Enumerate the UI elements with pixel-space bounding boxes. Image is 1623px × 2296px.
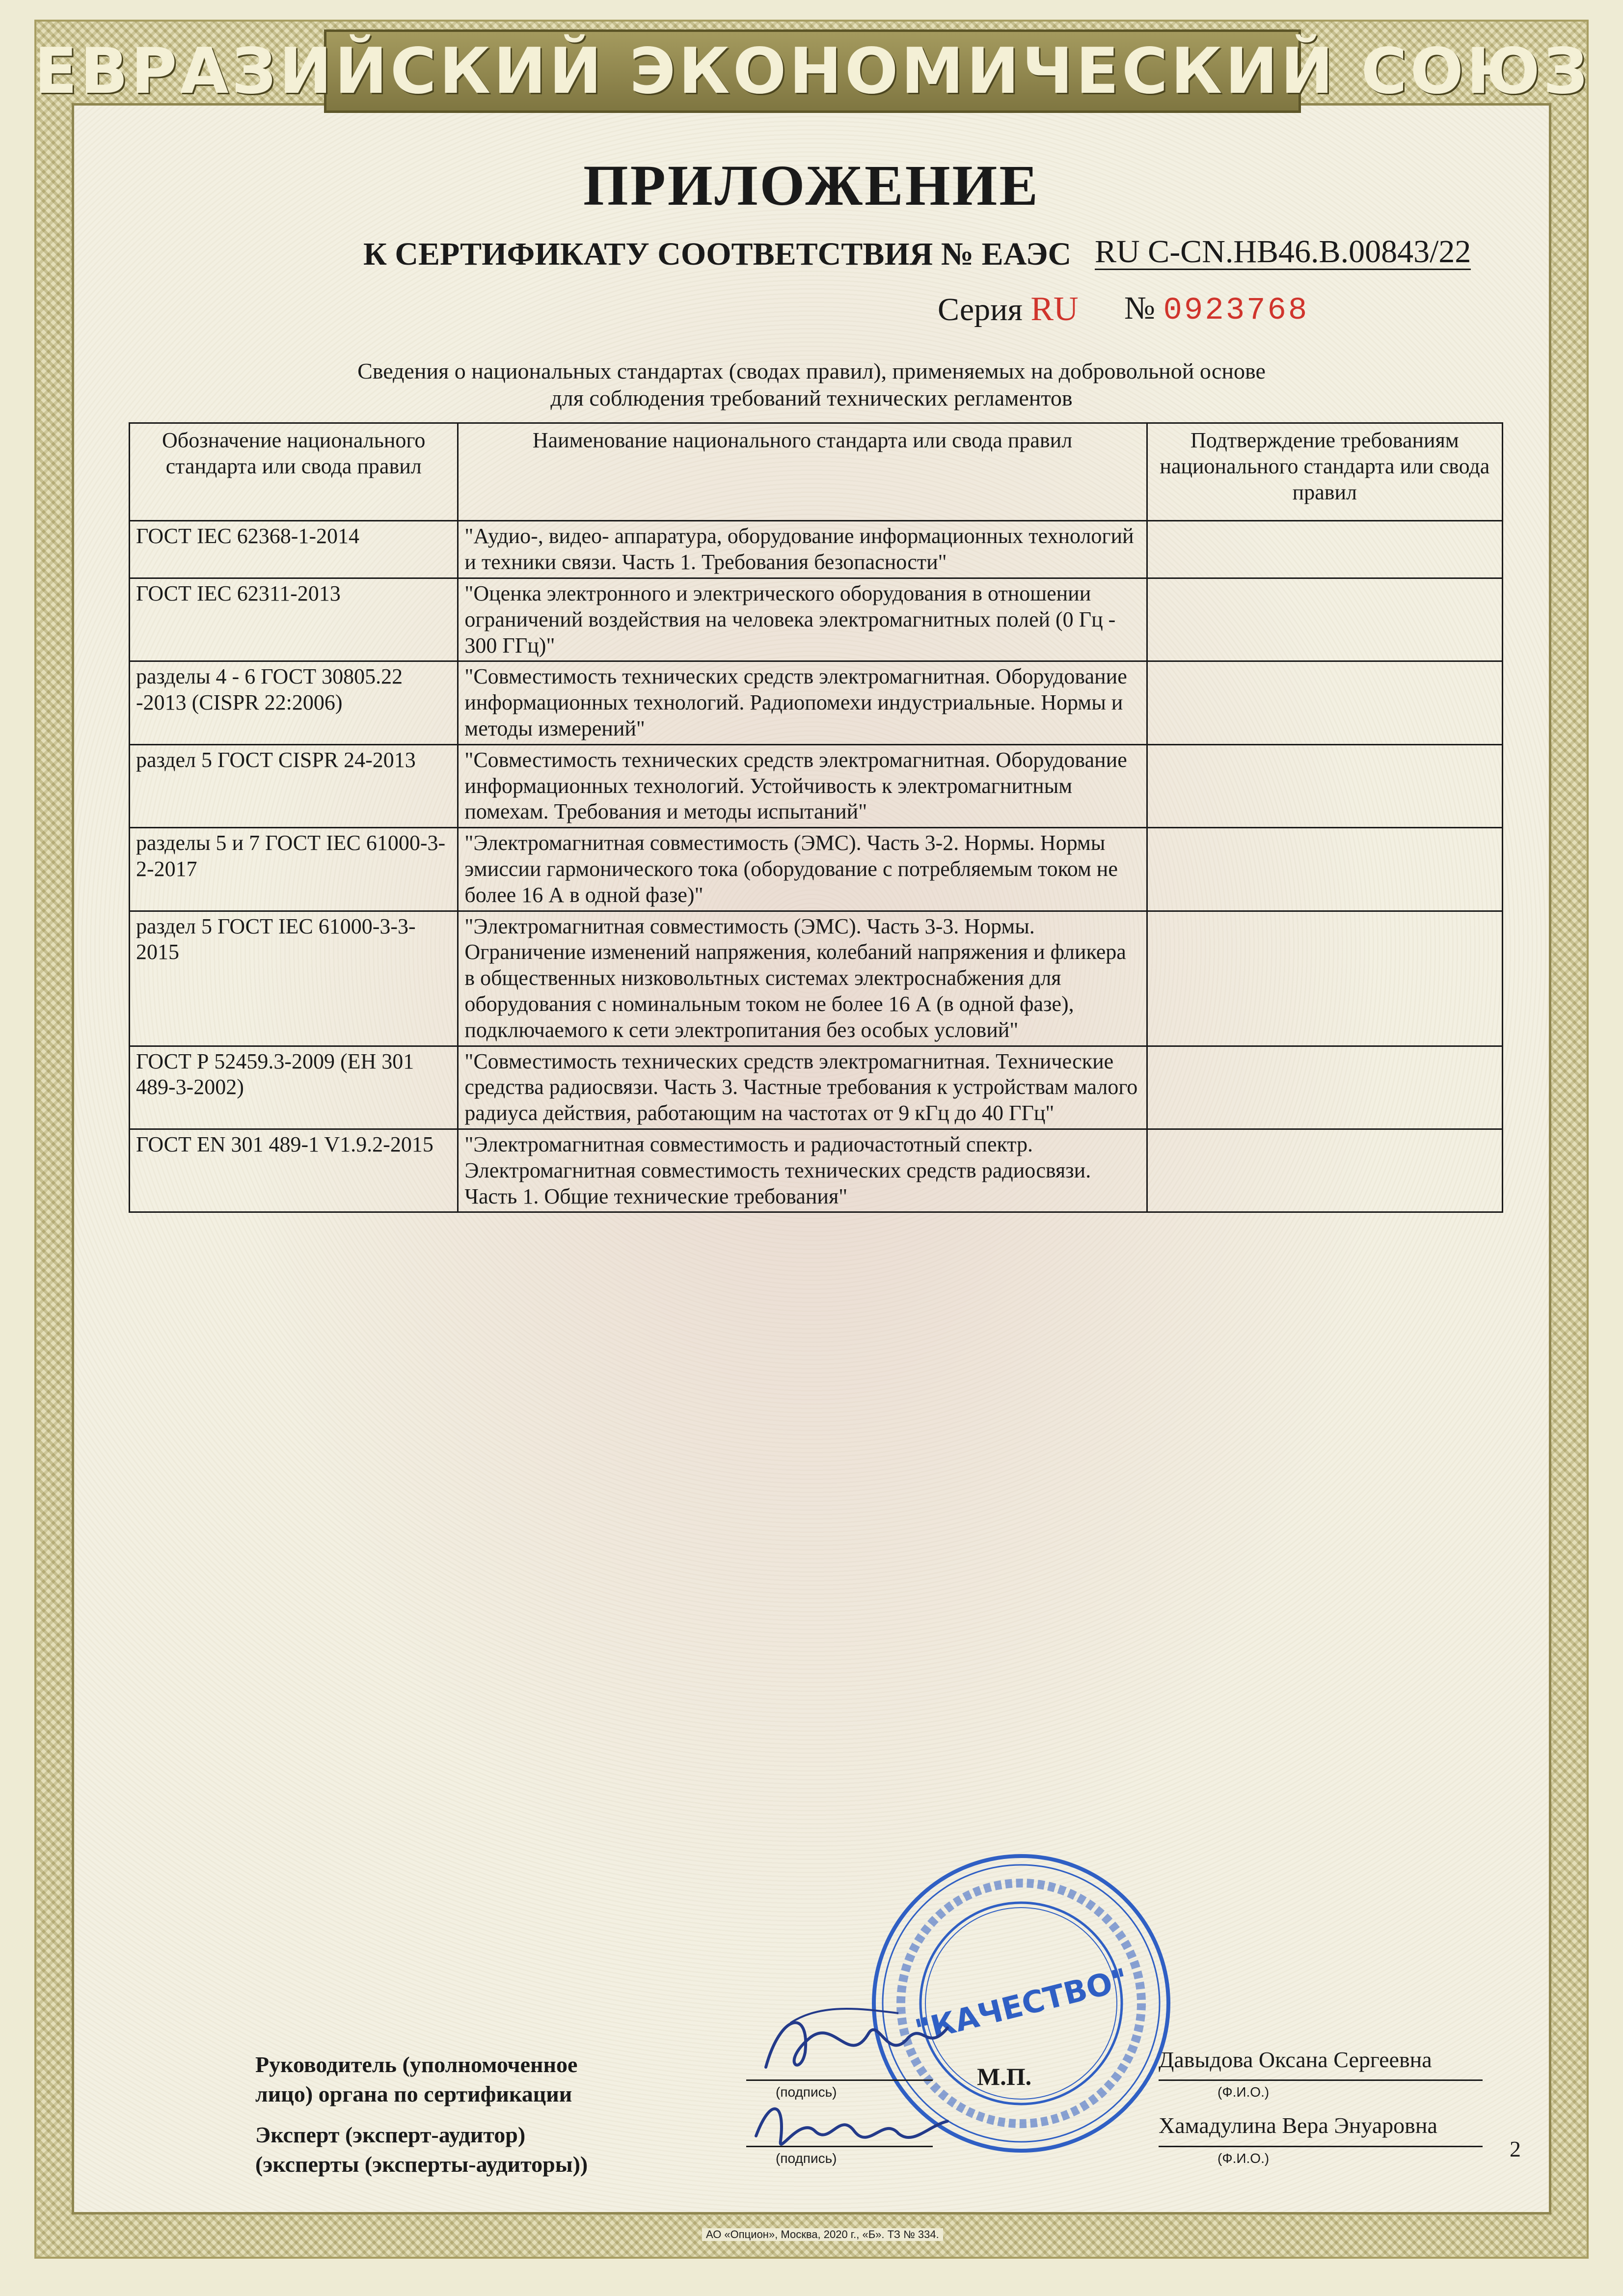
cell-confirmation — [1147, 521, 1502, 578]
form-number-value: 0923768 — [1163, 293, 1309, 328]
cell-designation: раздел 5 ГОСТ CISPR 24-2013 — [130, 744, 458, 827]
standards-table — [129, 422, 1503, 1213]
cell-name: "Совместимость технических средств электромагнитная. Технические средства радиосвязи. Часть 3. Частные требования к устройствам малого радиуса действия, работающим на частотах от 9 кГц до 40 ГГц" — [458, 1046, 1147, 1129]
expert-name: Хамадулина Вера Энуаровна — [1159, 2113, 1437, 2138]
series-label: Серия — [938, 292, 1023, 328]
expert-fio-caption: (Ф.И.О.) — [1217, 2151, 1270, 2166]
cell-designation: ГОСТ EN 301 489-1 V1.9.2-2015 — [130, 1129, 458, 1212]
head-signature — [751, 1994, 957, 2087]
series-value: RU — [1030, 290, 1079, 328]
cell-confirmation — [1147, 661, 1502, 744]
cell-confirmation — [1147, 578, 1502, 661]
head-name: Давыдова Оксана Сергеевна — [1159, 2047, 1432, 2072]
cell-confirmation — [1147, 744, 1502, 827]
form-number-label: № — [1124, 290, 1155, 326]
head-label — [255, 2050, 577, 2109]
head-signature-caption: (подпись) — [776, 2084, 837, 2100]
header-confirmation: Подтверждение требованиям национального стандарта или свода правил — [1147, 423, 1502, 521]
cell-name: "Аудио-, видео- аппаратура, оборудование информационных технологий и техники связи. Часть 1. Требования безопасности" — [458, 521, 1147, 578]
standards-intro-line2: для соблюдения требований технических регламентов — [550, 385, 1073, 411]
expert-name-line — [1159, 2146, 1483, 2147]
table-row — [130, 911, 1503, 1046]
cell-confirmation — [1147, 911, 1502, 1046]
header-name: Наименование национального стандарта или свода правил — [458, 423, 1147, 521]
head-label-line2: лицо) органа по сертификации — [255, 2081, 572, 2106]
form-number-block — [1124, 290, 1309, 328]
table-header-row — [130, 423, 1503, 521]
certificate-label: К СЕРТИФИКАТУ СООТВЕТСТВИЯ № ЕАЭС — [363, 236, 1072, 272]
printer-imprint: АО «Опцион», Москва, 2020 г., «Б». ТЗ № 334. — [702, 2228, 943, 2241]
cell-name: "Оценка электронного и электрического оборудования в отношении ограничений воздействия на человека электромагнитных полей (0 Гц - 300 ГГц)" — [458, 578, 1147, 661]
cell-designation: ГОСТ Р 52459.3-2009 (ЕН 301 489-3-2002) — [130, 1046, 458, 1129]
document-title: ПРИЛОЖЕНИЕ — [583, 153, 1040, 218]
union-banner — [34, 29, 1591, 113]
cell-confirmation — [1147, 1129, 1502, 1212]
head-label-line1: Руководитель (уполномоченное — [255, 2052, 578, 2077]
cell-name: "Электромагнитная совместимость (ЭМС). Часть 3-3. Нормы. Ограничение изменений напряжения, колебаний напряжения и фликера в общественных низковольтных системах электроснабжения для оборудования с номинальным током не более 16 А (в одной фазе), подключаемого к сети электропитания без особых условий" — [458, 911, 1147, 1046]
page-number: 2 — [1510, 2136, 1521, 2161]
table-row — [130, 578, 1503, 661]
table-row — [130, 744, 1503, 827]
standards-intro-line1: Сведения о национальных стандартах (сводах правил), применяемых на добровольной основе — [357, 358, 1266, 383]
table-row — [130, 1046, 1503, 1129]
table-row — [130, 828, 1503, 911]
cell-designation: ГОСТ IEC 62368-1-2014 — [130, 521, 458, 578]
expert-label — [255, 2120, 588, 2179]
stamp-center-text: "КАЧЕСТВО" — [911, 1961, 1132, 2049]
certificate-number: RU C-CN.HB46.B.00843/22 — [1095, 234, 1471, 270]
series-block — [938, 290, 1079, 329]
standards-intro — [0, 357, 1623, 411]
expert-label-line1: Эксперт (эксперт-аудитор) — [255, 2122, 526, 2147]
head-fio-caption: (Ф.И.О.) — [1217, 2084, 1270, 2100]
cell-designation: разделы 5 и 7 ГОСТ IEC 61000-3-2-2017 — [130, 828, 458, 911]
head-signature-line — [746, 2079, 933, 2081]
cell-name: "Электромагнитная совместимость (ЭМС). Часть 3-2. Нормы. Нормы эмиссии гармонического тока (оборудование с потребляемым током не более 16 А в одной фазе)" — [458, 828, 1147, 911]
cell-designation: разделы 4 - 6 ГОСТ 30805.22 -2013 (CISPR 22:2006) — [130, 661, 458, 744]
cell-name: "Совместимость технических средств электромагнитная. Оборудование информационных технологий. Радиопомехи индустриальные. Нормы и методы измерений" — [458, 661, 1147, 744]
seal-place: М.П. — [977, 2063, 1032, 2090]
cell-designation: раздел 5 ГОСТ IEC 61000-3-3-2015 — [130, 911, 458, 1046]
expert-signature-line — [746, 2146, 933, 2147]
table-row — [130, 1129, 1503, 1212]
expert-signature-caption: (подпись) — [776, 2151, 837, 2166]
cell-designation: ГОСТ IEC 62311-2013 — [130, 578, 458, 661]
cell-confirmation — [1147, 828, 1502, 911]
head-name-line — [1159, 2079, 1483, 2081]
cell-name: "Совместимость технических средств электромагнитная. Оборудование информационных технологий. Устойчивость к электромагнитным помехам. Требования и методы испытаний" — [458, 744, 1147, 827]
table-row — [130, 521, 1503, 578]
cell-confirmation — [1147, 1046, 1502, 1129]
expert-label-line2: (эксперты (эксперты-аудиторы)) — [255, 2151, 588, 2177]
table-row — [130, 661, 1503, 744]
cell-name: "Электромагнитная совместимость и радиочастотный спектр. Электромагнитная совместимость технических средств радиосвязи. Часть 1. Общие технические требования" — [458, 1129, 1147, 1212]
union-name: ЕВРАЗИЙСКИЙ ЭКОНОМИЧЕСКИЙ СОЮЗ — [34, 34, 1591, 108]
header-designation: Обозначение национального стандарта или свода правил — [130, 423, 458, 521]
